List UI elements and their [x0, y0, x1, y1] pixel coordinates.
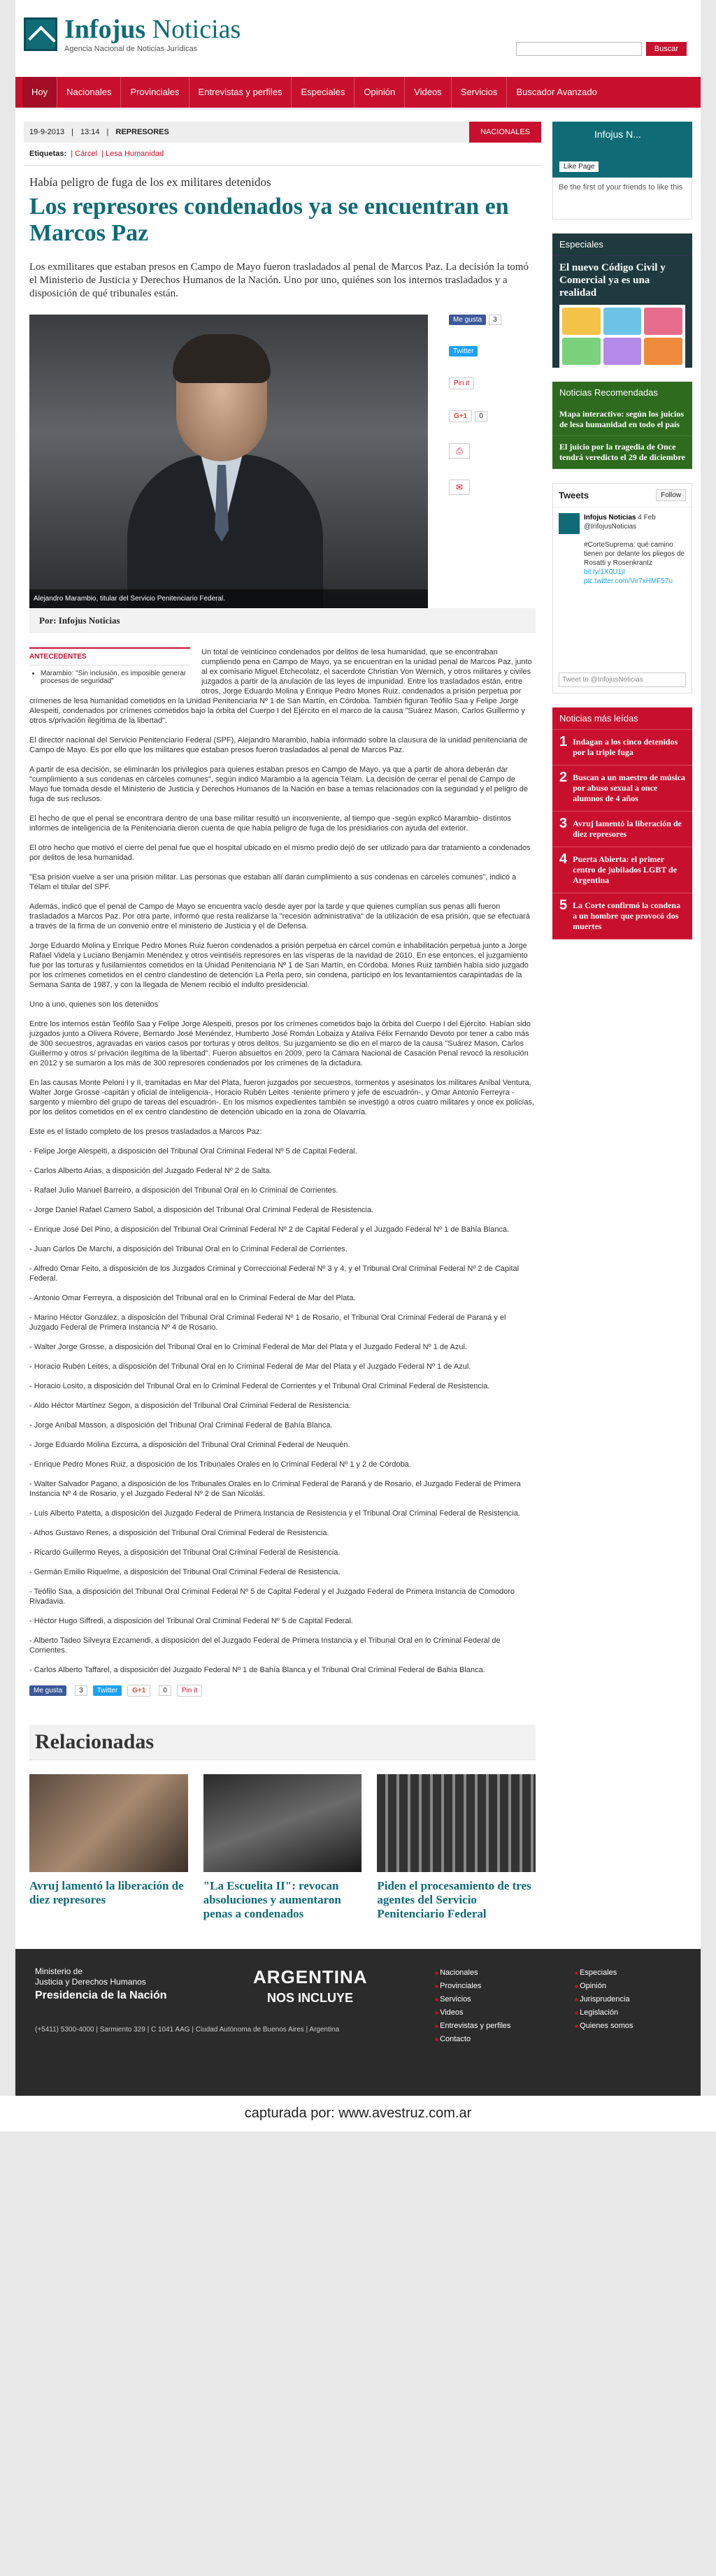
- article-paragraph: Este es el listado completo de los presos trasladados a Marcos Paz:: [29, 1128, 262, 1136]
- sidebar: [552, 122, 692, 1921]
- article-paragraph: - Walter Jorge Grosse, a disposición del Tribunal Oral en lo Criminal Federal de Mar del Plata y el Juzgado Federal Nº 1 de Azul.: [29, 1343, 468, 1351]
- leida-title: Puerta Abierta: el primer centro de jubilados LGBT de Argentina: [573, 854, 678, 885]
- article-title: Los represores condenados ya se encuentran en Marcos Paz: [29, 194, 509, 246]
- print-icon[interactable]: ⎙: [449, 443, 470, 459]
- ministry-line: Justicia y Derechos Humanos: [35, 1977, 146, 1987]
- tweet-avatar: [559, 513, 580, 534]
- leida-title: La Corte confirmó la condena a un hombre que provocó dos muertes: [573, 900, 681, 931]
- leidas-panel: [552, 707, 692, 940]
- tweets-widget: [552, 483, 692, 693]
- fb-like-button-bottom[interactable]: Me gusta: [29, 1685, 66, 1696]
- nav-videos[interactable]: Videos: [404, 77, 451, 108]
- tags-label: Etiquetas:: [29, 150, 67, 158]
- tagline: Agencia Nacional de Noticias Jurídicas: [64, 45, 198, 53]
- related-image: [203, 1774, 362, 1872]
- gplus-button[interactable]: G+1: [449, 410, 472, 422]
- article: [24, 122, 541, 1921]
- article-paragraph: - Teófilo Saa, a disposición del Tribunal Oral Criminal Federal Nº 5 de Capital Federal y el Juzgado Federal de Primera Instancia de Comodoro Rivadavia.: [29, 1588, 515, 1606]
- fb-count-bottom: 3: [75, 1685, 87, 1696]
- share-column: [449, 315, 533, 608]
- nacionales-button[interactable]: NACIONALES: [469, 122, 541, 143]
- presidencia: Presidencia de la Nación: [35, 1989, 167, 2001]
- article-paragraph: - Jorge Aníbal Masson, a disposición del Tribunal Oral Criminal Federal de Bahía Blanca.: [29, 1421, 333, 1430]
- capture-credit: capturada por: www.avestruz.com.ar: [0, 2096, 716, 2131]
- antecedentes-title: ANTECEDENTES: [29, 649, 190, 665]
- fb-like-button[interactable]: Me gusta: [449, 315, 486, 325]
- nav-buscador[interactable]: Buscador Avanzado: [506, 77, 606, 108]
- tag-carcel[interactable]: Cárcel: [75, 150, 98, 158]
- leida-item[interactable]: 5 La Corte confirmó la condena a un hombre que provocó dos muertes: [552, 893, 692, 940]
- article-paragraph: - Ricardo Guillermo Reyes, a disposición del Tribunal Oral Criminal Federal de Resistencia.: [29, 1548, 341, 1557]
- article-paragraph: "Esa prisión vuelve a ser una prisión militar. Las personas que estaban allí darán cumplimiento a sus condenas en cárceles comunes", indicó a Télam el titular del SPF.: [29, 873, 517, 891]
- search-input[interactable]: [516, 42, 642, 56]
- related-item-title[interactable]: "La Escuelita II": revocan absoluciones y aumentaron penas a condenados: [203, 1879, 341, 1920]
- article-paragraph: - Carlos Alberto Arias, a disposición del Juzgado Federal Nº 2 de Salta.: [29, 1167, 272, 1175]
- footer-link[interactable]: ■ Entrevistas y perfiles: [435, 2020, 511, 2033]
- article-body: [29, 647, 536, 1675]
- brand-b: Noticias: [152, 15, 241, 44]
- twitter-button-bottom[interactable]: Twitter: [93, 1685, 122, 1696]
- article-paragraph: A partir de esa decisión, se eliminarán los privilegios para quienes estaban presos en Campo de Mayo, ya que a partir de ahora deberán dar "cumplimiento a sus condenas en cárceles comunes", según indicó Marambio a la agencia Télam. La decisión de cerrar el penal de Campo de Mayo fue tomada desde el Ministerio de Justicia y Derechos Humanos de la Nación en base a temas relacionados con la seguridad y el peligro de fuga de sus reclusos.: [29, 765, 528, 803]
- dateline: 19-9-2013 | 13:14 | REPRESORES NACIONALES: [24, 122, 541, 143]
- recomendadas-panel: [552, 382, 692, 469]
- especiales-head: Especiales: [552, 233, 692, 256]
- article-paragraph: - Enrique José Del Pino, a disposición del Tribunal Oral Criminal Federal Nº 2 de Capital Federal y el Juzgado Federal Nº 1 de Bahía Blanca.: [29, 1225, 510, 1234]
- article-paragraph: Jorge Eduardo Molina y Enrique Pedro Mones Ruiz fueron condenados a prisión perpetua en cárcel común e inhabilitación perpetua junto a Jorge Rafael Videla y Luciano Benjamín Menéndez y otros veintiséis represores en las vísperas de la navidad de 2010. En ese entonces, el juzgamiento fue por las torturas y fusilamientos cometidos en la Unidad Penitenciaria Nº 1 de San Martín, en Córdoba. Mones Ruiz también había sido juzgado por los crímenes cometidos en el centro clandestino de detención La Perla pero, sin condena, participó en los levantamientos carapintadas de la Semana Santa de 1987, y con la llegada de Menem recibió el indulto presidencial.: [29, 942, 529, 989]
- facebook-widget[interactable]: [552, 122, 692, 178]
- gplus-button-bottom[interactable]: G+1: [127, 1685, 150, 1697]
- recomendadas-head: Noticias Recomendadas: [559, 387, 658, 398]
- article-paragraph: - Marino Héctor González, a disposición del Tribunal Oral Criminal Federal Nº 1 de Rosario, el Tribunal Oral Criminal Federal de Paraná y el Juzgado Federal de Primera Instancia Nº 4 de Rosario.: [29, 1314, 506, 1332]
- article-paragraph: - Carlos Alberto Taffarel, a disposición del Juzgado Federal Nº 1 de Bahía Blanca y el Tribunal Oral Criminal Federal de Bahía Blanca.: [29, 1666, 485, 1674]
- tag-lesa-humanidad[interactable]: Lesa Humanidad: [106, 150, 164, 158]
- leida-item[interactable]: 1 Indagan a los cinco detenidos por la triple fuga: [552, 730, 692, 765]
- header: [15, 0, 701, 77]
- related-image: [29, 1774, 188, 1872]
- footer-col-2: [575, 1966, 633, 2033]
- article-paragraph: - Horacio Losito, a disposición del Tribunal Oral en lo Criminal Federal de Corrientes y el Tribunal Oral Criminal Federal de Resistencia.: [29, 1382, 490, 1390]
- tags: Etiquetas: | Cárcel | Lesa Humanidad: [24, 143, 541, 166]
- gplus-count: 0: [475, 411, 487, 422]
- ministry-line: Ministerio de: [35, 1966, 83, 1976]
- nos-incluye: NOS INCLUYE: [267, 1991, 354, 2005]
- nav-especiales[interactable]: Especiales: [291, 77, 354, 108]
- especiales-title[interactable]: El nuevo Código Civil y Comercial ya es una realidad: [559, 262, 666, 298]
- leida-title: Avruj lamentó la liberación de diez represores: [573, 819, 682, 839]
- article-paragraph: - Horacio Rubén Leites, a disposición del Tribunal Oral en lo Criminal Federal de Mar del Plata y el Juzgado Federal Nº 1 de Azul.: [29, 1362, 471, 1371]
- article-time: 13:14: [80, 128, 100, 136]
- tweet-handle: @InfojusNoticias: [584, 523, 637, 531]
- search-button[interactable]: Buscar: [646, 42, 687, 56]
- byline: Por: Infojus Noticias: [29, 608, 536, 633]
- related-item[interactable]: [203, 1774, 362, 1921]
- article-paragraph: - Felipe Jorge Alespeiti, a disposición del Tribunal Oral Criminal Federal Nº 5 de Capital Federal.: [29, 1147, 357, 1156]
- article-paragraph: - Jorge Daniel Rafael Camero Sabol, a disposición del Tribunal Oral Criminal Federal de Resistencia.: [29, 1206, 374, 1214]
- nav-nacionales[interactable]: Nacionales: [57, 77, 120, 108]
- related-item-title[interactable]: Piden el procesamiento de tres agentes del Servicio Penitenciario Federal: [377, 1879, 531, 1920]
- footer-link[interactable]: ■ Legislación: [575, 2006, 633, 2020]
- nav-provinciales[interactable]: Provinciales: [120, 77, 188, 108]
- leida-item[interactable]: 4 Puerta Abierta: el primer centro de jubilados LGBT de Argentina: [552, 847, 692, 893]
- footer-link[interactable]: ■ Opinión: [575, 1980, 633, 1993]
- related-item[interactable]: [377, 1774, 536, 1921]
- tweet-text: #CorteSuprema: qué camino tienen por delante los pliegos de Rosatti y Rosenkrantz: [584, 541, 685, 567]
- related-image: [377, 1774, 536, 1872]
- tweet-date: 4 Feb: [638, 514, 656, 521]
- footer-address: (+5411) 5300-4000 | Sarmiento 329 | C 1041 AAG | Ciudad Autónoma de Buenos Aires | Argentina: [35, 2026, 340, 2034]
- pinterest-button-bottom[interactable]: Pin it: [177, 1685, 202, 1697]
- article-lead: Los exmilitares que estaban presos en Campo de Mayo fueron trasladados al penal de Marcos Paz. La decisión la tomó el Ministerio de Justicia y Derechos Humanos de la Nación. Uno por uno, quiénes son los internos trasladados y a disposición de qué tribunales están.: [29, 261, 529, 299]
- article-paragraph: - Enrique Pedro Mones Ruiz, a disposición de los Tribunales Orales en lo Criminal Federal Nº 1 y 2 de Córdoba.: [29, 1460, 411, 1469]
- nav-entrevistas[interactable]: Entrevistas y perfiles: [189, 77, 292, 108]
- footer-link[interactable]: ■ Servicios: [435, 1993, 511, 2006]
- share-bottom: [29, 1685, 536, 1697]
- related-section: [29, 1725, 536, 1921]
- article-paragraph: - Luis Alberto Patetta, a disposición del Juzgado Federal de Primera Instancia de Resistencia y el Tribunal Oral Criminal Federal de Resistencia.: [29, 1509, 520, 1518]
- related-item-title[interactable]: Avruj lamentó la liberación de diez represores: [29, 1879, 184, 1906]
- article-paragraph: - Juan Carlos De Marchi, a disposición del Tribunal Oral en lo Criminal Federal de Corrientes.: [29, 1245, 348, 1253]
- article-paragraph: En las causas Monte Peloni I y II, tramitadas en Mar del Plata, fueron juzgados por secuestros, tormentos y asesinatos los militares Aníbal Ventura, Walter Jorge Grosse -capitán y oficial de inteligencia-, Horacio Rubén Leites -teniente primero y jefe de escuadrón-, y Omar Antonio Ferreyra -sargento y miembro del grupo de tareas del escuadrón-. En los mismos expedientes también se investigó a otros cuatro militares y once ex policías, por los delitos cometidos en el ex centro clandestino de detención ubicado en la zona de Olavarría.: [29, 1079, 535, 1116]
- gplus-count-bottom: 0: [159, 1685, 171, 1696]
- especiales-panel: [552, 233, 692, 368]
- footer-link[interactable]: ■ Contacto: [435, 2033, 511, 2046]
- tweet-user: Infojus Noticias: [584, 514, 636, 521]
- nav-opinion[interactable]: Opinión: [354, 77, 404, 108]
- leidas-head: Noticias más leídas: [552, 707, 692, 730]
- footer-link[interactable]: ■ Nacionales: [435, 1966, 511, 1980]
- footer-link[interactable]: ■ Especiales: [575, 1966, 633, 1980]
- email-icon[interactable]: ✉: [449, 480, 470, 495]
- article-paragraph: - Aldo Héctor Martínez Segon, a disposición del Tribunal Oral Criminal Federal de Resistencia.: [29, 1402, 351, 1410]
- article-paragraph: - Antonio Omar Ferreyra, a disposición del Tribunal oral en lo Criminal Federal de Mar del Plata.: [29, 1294, 356, 1302]
- fb-widget-title: Infojus N...: [594, 129, 641, 140]
- related-title: Relacionadas: [29, 1725, 536, 1760]
- article-paragraph: El hecho de que el penal se encontrara dentro de una base militar resultó un inconveniente, al tiempo que -según explicó Marambio- distintos informes de inteligencia de la Penitenciaria dieron cuenta de que había peligro de fuga de los presidiarios con ayuda del exterior.: [29, 814, 512, 833]
- article-paragraph: Además, indicó que el penal de Campo de Mayo se encuentra vacío desde ayer por la tarde y que quienes cumplían sus penas allí fueron trasladados a Marcos Paz. Por otra parte, informó que resta realizarse la "recesión administrativa" de la utilización de esa prisión, que se efectuará a través de la firma de un convenio entre el ministerio de Justicia y el de Defensa.: [29, 902, 530, 930]
- site-logo[interactable]: [24, 15, 241, 53]
- twitter-button[interactable]: Twitter: [449, 346, 478, 357]
- article-paragraph: Un total de veinticinco condenados por delitos de lesa humanidad, que se encontraban cumpliendo pena en Campo de Mayo, ya se encuentran en la unidad penal de Marcos Paz, junto al ex comisario Miguel Etchecolatz, el sacerdote Christian Von Wernich, y otros militares y civiles juzgados a partir de la anulación de las leyes de impunidad. Entre los trasladados están, entre otros, Jorge Eduardo Molina y Enrique Pedro Mones Ruiz, condenados a prisión perpetua por crímenes de lesa humanidad cometidos en la Unidad Penitenciaria Nº 1 de San Martín, en Córdoba. También figuran Teófilo Saa y Felipe Jorge Alespeiti, condenados por crímenes cometidos bajo la órbita del Cuerpo I del Ejército en el marco de la causa "Suárez Mason, Carlos Guillermo y otros s/privación ilegítima de la libertad".: [29, 648, 532, 725]
- tweets-head: Tweets: [559, 490, 589, 501]
- leida-item[interactable]: 3 Avruj lamentó la liberación de diez represores: [552, 812, 692, 847]
- especiales-image[interactable]: [559, 305, 685, 368]
- article-paragraph: - Walter Salvador Pagano, a disposición de los Tribunales Orales en lo Criminal Federal de Paraná y de Rosario, el Juzgado Federal de Primera Instancia Nº 4 de Rosario, y el Juzgado Federal Nº 2 de San Nicolás.: [29, 1480, 521, 1498]
- leida-title: Buscan a un maestro de música por abuso sexual a once alumnos de 4 años: [573, 772, 685, 803]
- article-paragraph: El director nacional del Servicio Penitenciario Federal (SPF), Alejandro Marambio, había informado sobre la clausura de la unidad penitenciaria de Campo de Mayo. Es por ello que los militares que estaban presos fueron trasladados al penal de Marcos Paz.: [29, 736, 528, 754]
- article-paragraph: Uno a uno, quienes son los detenidos: [29, 1000, 159, 1009]
- main-nav: [15, 77, 701, 108]
- photo-caption: Alejandro Marambio, titular del Servicio Penitenciario Federal.: [29, 589, 428, 608]
- fb-widget-text: Be the first of your friends to like this: [552, 178, 692, 220]
- footer-link[interactable]: ■ Jurisprudencia: [575, 1993, 633, 2006]
- article-paragraph: - Alberto Tadeo Silveyra Ezcamendi, a disposición del el Juzgado Federal de Primera Instancia y el Tribunal Oral en lo Criminal Federal de Corrientes.: [29, 1636, 501, 1655]
- fb-like-page-button[interactable]: Like Page: [559, 161, 599, 172]
- article-paragraph: - Alfredo Omar Feito, a disposición de los Juzgados Criminal y Correccional Federal Nº 3 y 4, y el Tribunal Oral Criminal Federal Nº 2 de Capital Federal.: [29, 1265, 520, 1283]
- article-kicker: Había peligro de fuga de los ex militares detenidos: [29, 175, 271, 189]
- tweet-link[interactable]: bit.ly/1X0U1jI pic.twitter.com/Vir7xHMF57u: [584, 568, 673, 585]
- footer-col-1: [435, 1966, 511, 2046]
- page: [15, 0, 701, 2096]
- fb-count: 3: [489, 315, 501, 325]
- tweet[interactable]: [553, 508, 692, 668]
- article-paragraph: - Rafael Julio Manuel Barreiro, a disposición del Tribunal Oral en lo Criminal de Corrientes.: [29, 1186, 338, 1195]
- ministry-logo[interactable]: [35, 1966, 167, 2001]
- footer-link[interactable]: ■ Provinciales: [435, 1980, 511, 1993]
- article-date: 19-9-2013: [29, 128, 65, 136]
- leida-title: Indagan a los cinco detenidos por la triple fuga: [573, 737, 678, 757]
- article-paragraph: - Jorge Eduardo Molina Ezcurra, a disposición del Tribunal Oral Criminal Federal de Neuquén.: [29, 1441, 350, 1449]
- footer: [15, 1949, 701, 2096]
- related-item[interactable]: [29, 1774, 188, 1921]
- article-paragraph: - Germán Emilio Riquelme, a disposición del Tribunal Oral Criminal Federal de Resistencia.: [29, 1568, 341, 1576]
- recomendada-item[interactable]: El juicio por la tragedia de Once tendrá veredicto el 29 de diciembre: [552, 436, 692, 469]
- nav-servicios[interactable]: Servicios: [451, 77, 507, 108]
- nav-hoy[interactable]: Hoy: [22, 77, 57, 108]
- logo-icon: [24, 17, 57, 51]
- pinterest-button[interactable]: Pin it: [449, 377, 474, 389]
- follow-button[interactable]: Follow: [656, 489, 686, 501]
- article-photo: [29, 315, 428, 608]
- article-paragraph: - Athos Gustavo Renes, a disposición del Tribunal Oral Criminal Federal de Resistencia.: [29, 1529, 329, 1537]
- article-paragraph: Entre los internos están Teófilo Saa y Felipe Jorge Alespeiti, presos por los crímenes cometidos bajo la órbita del Cuerpo I del Ejército. Habían sido juzgados junto a Olivera Róvere, Bernardo José Menéndez, Humberto José Román Lobaiza y Ataliva Félix Fernando Devoto por tener a cabo más de 300 secuestros, agravadas en varios casos por torturas y otros delitos. Su juzgamiento se dio en el marco de la causa "Suárez Mason, Carlos Guillermo y otros s/ privación ilegítima de la libertad". Fueron absueltos en 2009, pero la Cámara Nacional de Casación Penal revocó la resolución en 2012 y se sumaron a los más de 300 represores condenados por los crímenes de la dictadura.: [29, 1020, 531, 1067]
- leida-item[interactable]: 2 Buscan a un maestro de música por abuso sexual a once alumnos de 4 años: [552, 765, 692, 812]
- antecedentes-link[interactable]: • Marambio: "Sin inclusión, es imposible generar procesos de seguridad": [41, 670, 190, 685]
- tweet-input[interactable]: Tweet to @InfojusNoticias: [559, 672, 686, 687]
- footer-link[interactable]: ■ Quienes somos: [575, 2020, 633, 2033]
- article-paragraph: El otro hecho que motivó el cierre del penal fue que el hospital ubicado en el mismo predio dejó de ser utilizado para dar tratamiento a condenados por delitos de lesa humanidad.: [29, 844, 531, 862]
- brand-a: Infojus: [64, 15, 146, 44]
- article-section[interactable]: REPRESORES: [115, 128, 169, 136]
- antecedentes-box: [29, 647, 190, 685]
- search-form: [516, 42, 687, 56]
- footer-link[interactable]: ■ Videos: [435, 2006, 511, 2020]
- article-paragraph: - Héctor Hugo Siffredi, a disposición del Tribunal Oral Criminal Federal Nº 5 de Capital Federal.: [29, 1617, 353, 1625]
- argentina-logo: ARGENTINA: [253, 1966, 368, 1987]
- recomendada-item[interactable]: Mapa interactivo: según los juicios de lesa humanidad en todo el país: [552, 403, 692, 436]
